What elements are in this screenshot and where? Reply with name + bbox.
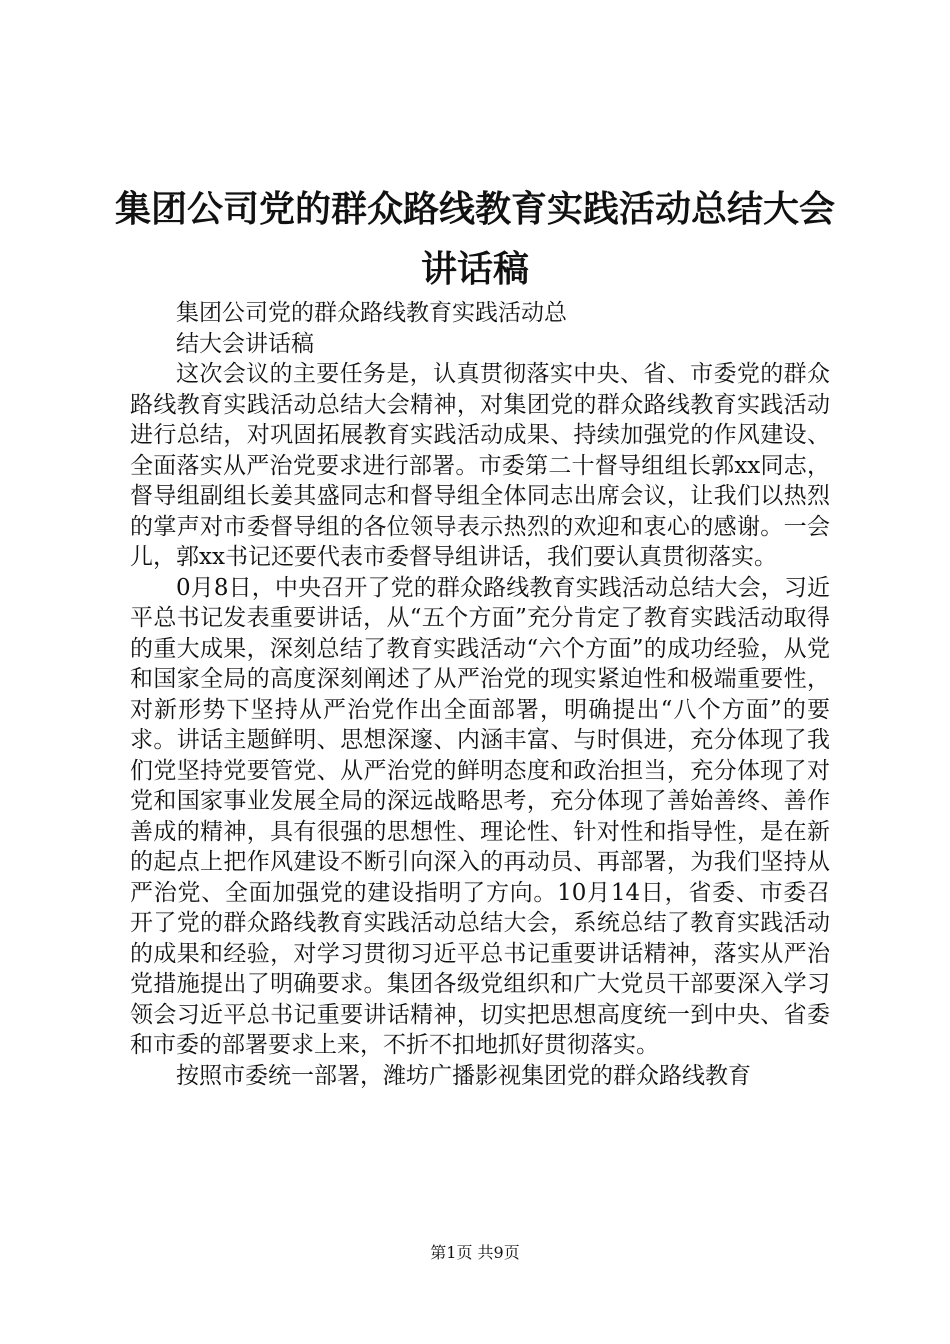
body-paragraph-3: 按照市委统一部署，潍坊广播影视集团党的群众路线教育 — [176, 1062, 751, 1089]
subtitle-line-1: 集团公司党的群众路线教育实践活动总 — [176, 300, 567, 326]
body-paragraph-1: 这次会议的主要任务是，认真贯彻落实中央、省、市委党的群众路线教育实践活动总结大会精神，对集团党的群众路线教育实践活动进行总结，对巩固拓展教育实践活动成果、持续加强党的作风建设、全面落实从严治党要求进行部署。市委第二十督导组组长郭xx同志，督导组副组长姜其盛同志和督导组全体同志出席会议，让我们以热烈的掌声对市委督导组的各位领导表示热烈的欢迎和衷心的感谢。一会儿，郭xx书记还要代表市委督导组讲话，我们要认真贯彻落实。 — [130, 361, 830, 570]
document-title-line-1: 集团公司党的群众路线教育实践活动总结大会 — [114, 189, 835, 230]
subtitle-line-2: 结大会讲话稿 — [176, 330, 314, 357]
document-body — [130, 298, 830, 1091]
page-footer: 第1页 共9页 — [430, 1243, 520, 1262]
document-title-line-2: 讲话稿 — [420, 249, 529, 290]
body-paragraph-2: 0月8日，中央召开了党的群众路线教育实践活动总结大会，习近平总书记发表重要讲话，从“五个方面”充分肯定了教育实践活动取得的重大成果，深刻总结了教育实践活动“六个方面”的成功经验，从党和国家全局的高度深刻阐述了从严治党的现实紧迫性和极端重要性，对新形势下坚持从严治党作出全面部署，明确提出“八个方面”的要求。讲话主题鲜明、思想深邃、内涵丰富、与时俱进，充分体现了我们党坚持党要管党、从严治党的鲜明态度和政治担当，充分体现了对党和国家事业发展全局的深远战略思考，充分体现了善始善终、善作善成的精神，具有很强的思想性、理论性、针对性和指导性，是在新的起点上把作风建设不断引向深入的再动员、再部署，为我们坚持从严治党、全面加强党的建设指明了方向。10月14日，省委、市委召开了党的群众路线教育实践活动总结大会，系统总结了教育实践活动的成果和经验，对学习贯彻习近平总书记重要讲话精神，落实从严治党措施提出了明确要求。集团各级党组织和广大党员干部要深入学习领会习近平总书记重要讲话精神，切实把思想高度统一到中央、省委和市委的部署要求上来，不折不扣地抓好贯彻落实。 — [130, 574, 830, 1058]
